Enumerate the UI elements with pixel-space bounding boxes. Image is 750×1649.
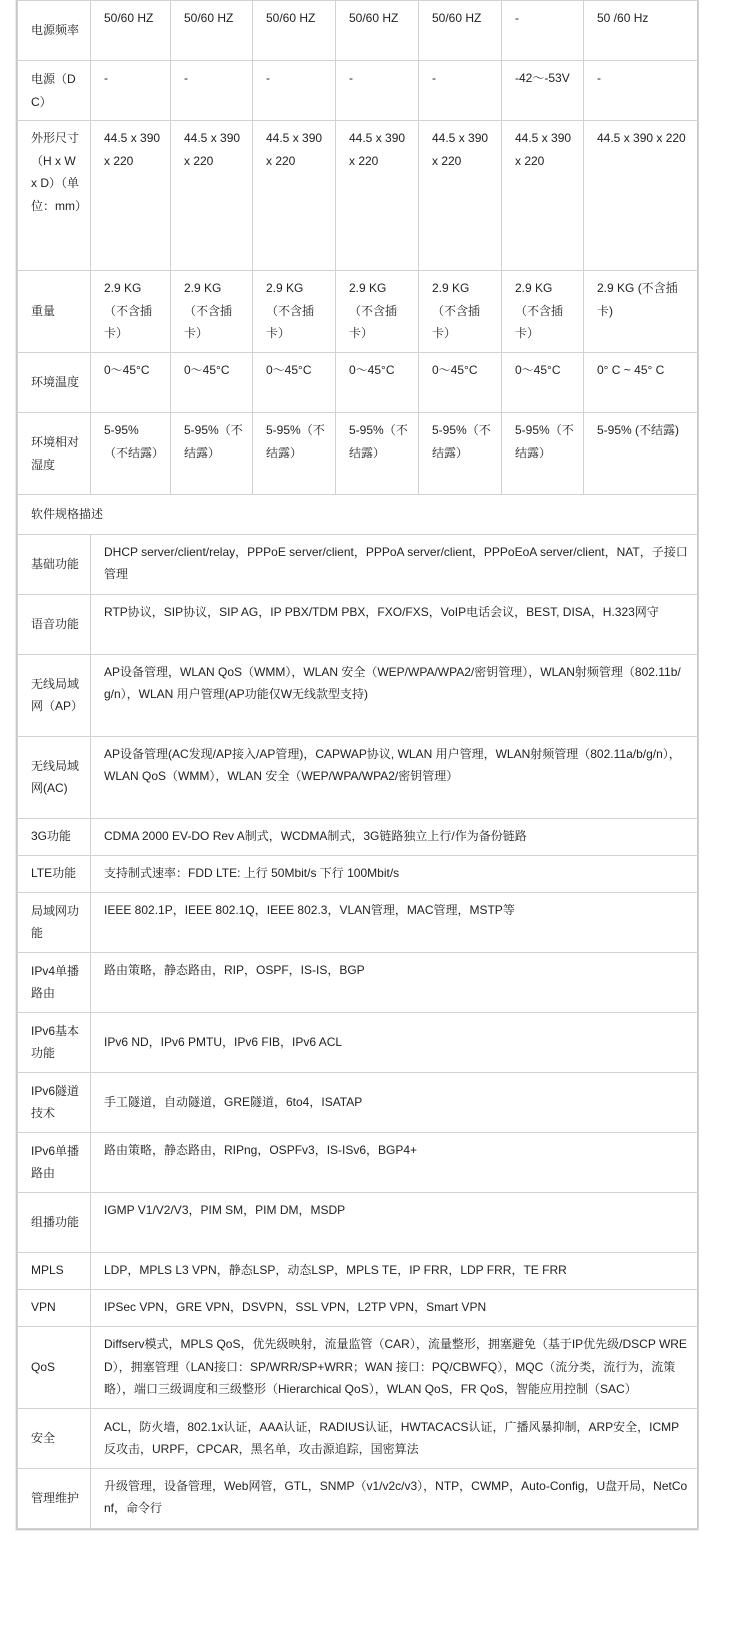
table-cell: 50/60 HZ [419, 1, 502, 61]
table-row [18, 594, 699, 654]
row-label: 电源频率 [18, 1, 91, 61]
row-value: ACL，防火墙，802.1x认证，AAA认证，RADIUS认证，HWTACACS认证，广播风暴抑制，ARP安全，ICMP反攻击，URPF，CPCAR，黑名单，攻击源追踪，国密算法 [91, 1408, 699, 1468]
table-cell: 44.5 x 390 x 220 [502, 121, 584, 271]
table-cell: 5-95% (不结露) [584, 413, 699, 495]
row-value: Diffserv模式，MPLS QoS，优先级映射，流量监管（CAR），流量整形，拥塞避免（基于IP优先级/DSCP WRED），拥塞管理（LAN接口：SP/WRR/SP+WRR；WAN 接口：PQ/CBWFQ），MQC（流分类，流行为，流策略），端口三级调度和三级整形（Hierarchical QoS），WLAN QoS，FR QoS，智能应用控制（SAC） [91, 1326, 699, 1408]
row-label: 管理维护 [18, 1468, 91, 1528]
row-value: IEEE 802.1P，IEEE 802.1Q，IEEE 802.3，VLAN管理，MAC管理，MSTP等 [91, 892, 699, 952]
table-cell: 5-95%（不结露） [502, 413, 584, 495]
table-row [18, 271, 699, 353]
row-label: 3G功能 [18, 818, 91, 855]
row-label: 无线局域网(AC) [18, 736, 91, 818]
row-label: 基础功能 [18, 534, 91, 594]
table-row [18, 1468, 699, 1528]
table-row [18, 61, 699, 121]
table-cell: - [502, 1, 584, 61]
row-label: QoS [18, 1326, 91, 1408]
table-cell: 0～45°C [253, 353, 336, 413]
row-value: AP设备管理(AC发现/AP接入/AP管理)，CAPWAP协议, WLAN 用户管理，WLAN射频管理（802.11a/b/g/n），WLAN QoS（WMM），WLAN 安全（WEP/WPA/WPA2/密钥管理） [91, 736, 699, 818]
row-value: IPv6 ND，IPv6 PMTU，IPv6 FIB，IPv6 ACL [91, 1012, 699, 1072]
row-value: RTP协议，SIP协议，SIP AG，IP PBX/TDM PBX，FXO/FXS，VoIP电话会议，BEST, DISA，H.323网守 [91, 594, 699, 654]
table-cell: 2.9 KG（不含插卡） [336, 271, 419, 353]
row-label: 语音功能 [18, 594, 91, 654]
row-value: 手工隧道，自动隧道，GRE隧道，6to4，ISATAP [91, 1072, 699, 1132]
row-value: 升级管理，设备管理，Web网管，GTL，SNMP（v1/v2c/v3），NTP，CWMP，Auto-Config，U盘开局，NetConf，命令行 [91, 1468, 699, 1528]
row-label: 环境相对湿度 [18, 413, 91, 495]
table-cell: 0～45°C [336, 353, 419, 413]
table-cell: 2.9 KG（不含插卡） [171, 271, 253, 353]
row-label: 组播功能 [18, 1192, 91, 1252]
section-header-row [18, 495, 699, 535]
row-label: LTE功能 [18, 855, 91, 892]
table-cell: - [584, 61, 699, 121]
table-cell: 44.5 x 390 x 220 [91, 121, 171, 271]
row-label: 局域网功能 [18, 892, 91, 952]
row-label: MPLS [18, 1252, 91, 1289]
table-cell: 0～45°C [419, 353, 502, 413]
row-value: 路由策略，静态路由，RIPng，OSPFv3，IS-ISv6，BGP4+ [91, 1132, 699, 1192]
spec-sheet [16, 0, 698, 1530]
table-row [18, 1072, 699, 1132]
row-label: IPv6隧道技术 [18, 1072, 91, 1132]
row-label: 安全 [18, 1408, 91, 1468]
row-value: CDMA 2000 EV-DO Rev A制式，WCDMA制式，3G链路独立上行/作为备份链路 [91, 818, 699, 855]
table-row [18, 1408, 699, 1468]
table-cell: 0～45°C [91, 353, 171, 413]
table-cell: - [336, 61, 419, 121]
table-row [18, 736, 699, 818]
table-cell: 44.5 x 390 x 220 [584, 121, 699, 271]
table-cell: 2.9 KG（不含插卡） [502, 271, 584, 353]
row-label: IPv6基本功能 [18, 1012, 91, 1072]
row-label: 环境温度 [18, 353, 91, 413]
table-row [18, 121, 699, 271]
hardware-spec-rows [18, 1, 699, 495]
row-value: LDP，MPLS L3 VPN，静态LSP，动态LSP，MPLS TE，IP FRR，LDP FRR，TE FRR [91, 1252, 699, 1289]
table-row [18, 855, 699, 892]
table-cell: 50 /60 Hz [584, 1, 699, 61]
table-row [18, 534, 699, 594]
table-row [18, 1289, 699, 1326]
table-cell: 2.9 KG（不含插卡） [253, 271, 336, 353]
row-label: 无线局域网（AP） [18, 654, 91, 736]
table-cell: 44.5 x 390 x 220 [336, 121, 419, 271]
table-cell: 50/60 HZ [336, 1, 419, 61]
table-row [18, 1192, 699, 1252]
table-cell: 5-95%（不结露） [253, 413, 336, 495]
row-value: DHCP server/client/relay，PPPoE server/client，PPPoA server/client，PPPoEoA server/client，NAT，子接口管理 [91, 534, 699, 594]
table-row [18, 413, 699, 495]
table-cell: 2.9 KG（不含插卡） [91, 271, 171, 353]
table-cell: 0° C ~ 45° C [584, 353, 699, 413]
table-cell: - [91, 61, 171, 121]
table-cell: 44.5 x 390 x 220 [253, 121, 336, 271]
table-cell: - [419, 61, 502, 121]
table-row [18, 1012, 699, 1072]
row-value: IPSec VPN，GRE VPN，DSVPN，SSL VPN，L2TP VPN，Smart VPN [91, 1289, 699, 1326]
table-cell: 44.5 x 390 x 220 [171, 121, 253, 271]
row-label: IPv4单播路由 [18, 952, 91, 1012]
row-label: 重量 [18, 271, 91, 353]
table-row [18, 1, 699, 61]
software-spec-rows [18, 534, 699, 1528]
table-cell: 0～45°C [171, 353, 253, 413]
table-row [18, 1326, 699, 1408]
row-value: IGMP V1/V2/V3，PIM SM，PIM DM，MSDP [91, 1192, 699, 1252]
table-row [18, 654, 699, 736]
table-cell: 50/60 HZ [91, 1, 171, 61]
table-cell: 44.5 x 390 x 220 [419, 121, 502, 271]
table-row [18, 818, 699, 855]
row-label: IPv6单播路由 [18, 1132, 91, 1192]
table-cell: 50/60 HZ [253, 1, 336, 61]
row-value: AP设备管理，WLAN QoS（WMM），WLAN 安全（WEP/WPA/WPA2/密钥管理），WLAN射频管理（802.11b/g/n），WLAN 用户管理(AP功能仅W无线款型支持) [91, 654, 699, 736]
table-row [18, 952, 699, 1012]
row-value: 路由策略，静态路由，RIP，OSPF，IS-IS，BGP [91, 952, 699, 1012]
table-row [18, 892, 699, 952]
table-cell: 2.9 KG (不含插卡) [584, 271, 699, 353]
spec-table [17, 0, 699, 1529]
table-cell: 5-95%（不结露） [336, 413, 419, 495]
row-label: 外形尺寸（H x W x D）（单位：mm） [18, 121, 91, 271]
table-row [18, 1252, 699, 1289]
table-cell: 5-95%（不结露） [419, 413, 502, 495]
table-cell: - [171, 61, 253, 121]
table-cell: 50/60 HZ [171, 1, 253, 61]
table-cell: - [253, 61, 336, 121]
table-cell: -42～-53V [502, 61, 584, 121]
table-cell: 5-95%（不结露） [91, 413, 171, 495]
table-cell: 0～45°C [502, 353, 584, 413]
table-cell: 2.9 KG（不含插卡） [419, 271, 502, 353]
row-value: 支持制式速率：FDD LTE: 上行 50Mbit/s 下行 100Mbit/s [91, 855, 699, 892]
row-label: VPN [18, 1289, 91, 1326]
row-label: 电源（DC） [18, 61, 91, 121]
table-cell: 5-95%（不结露） [171, 413, 253, 495]
table-row [18, 353, 699, 413]
table-row [18, 1132, 699, 1192]
software-spec-section [18, 495, 699, 535]
section-title: 软件规格描述 [18, 495, 699, 535]
